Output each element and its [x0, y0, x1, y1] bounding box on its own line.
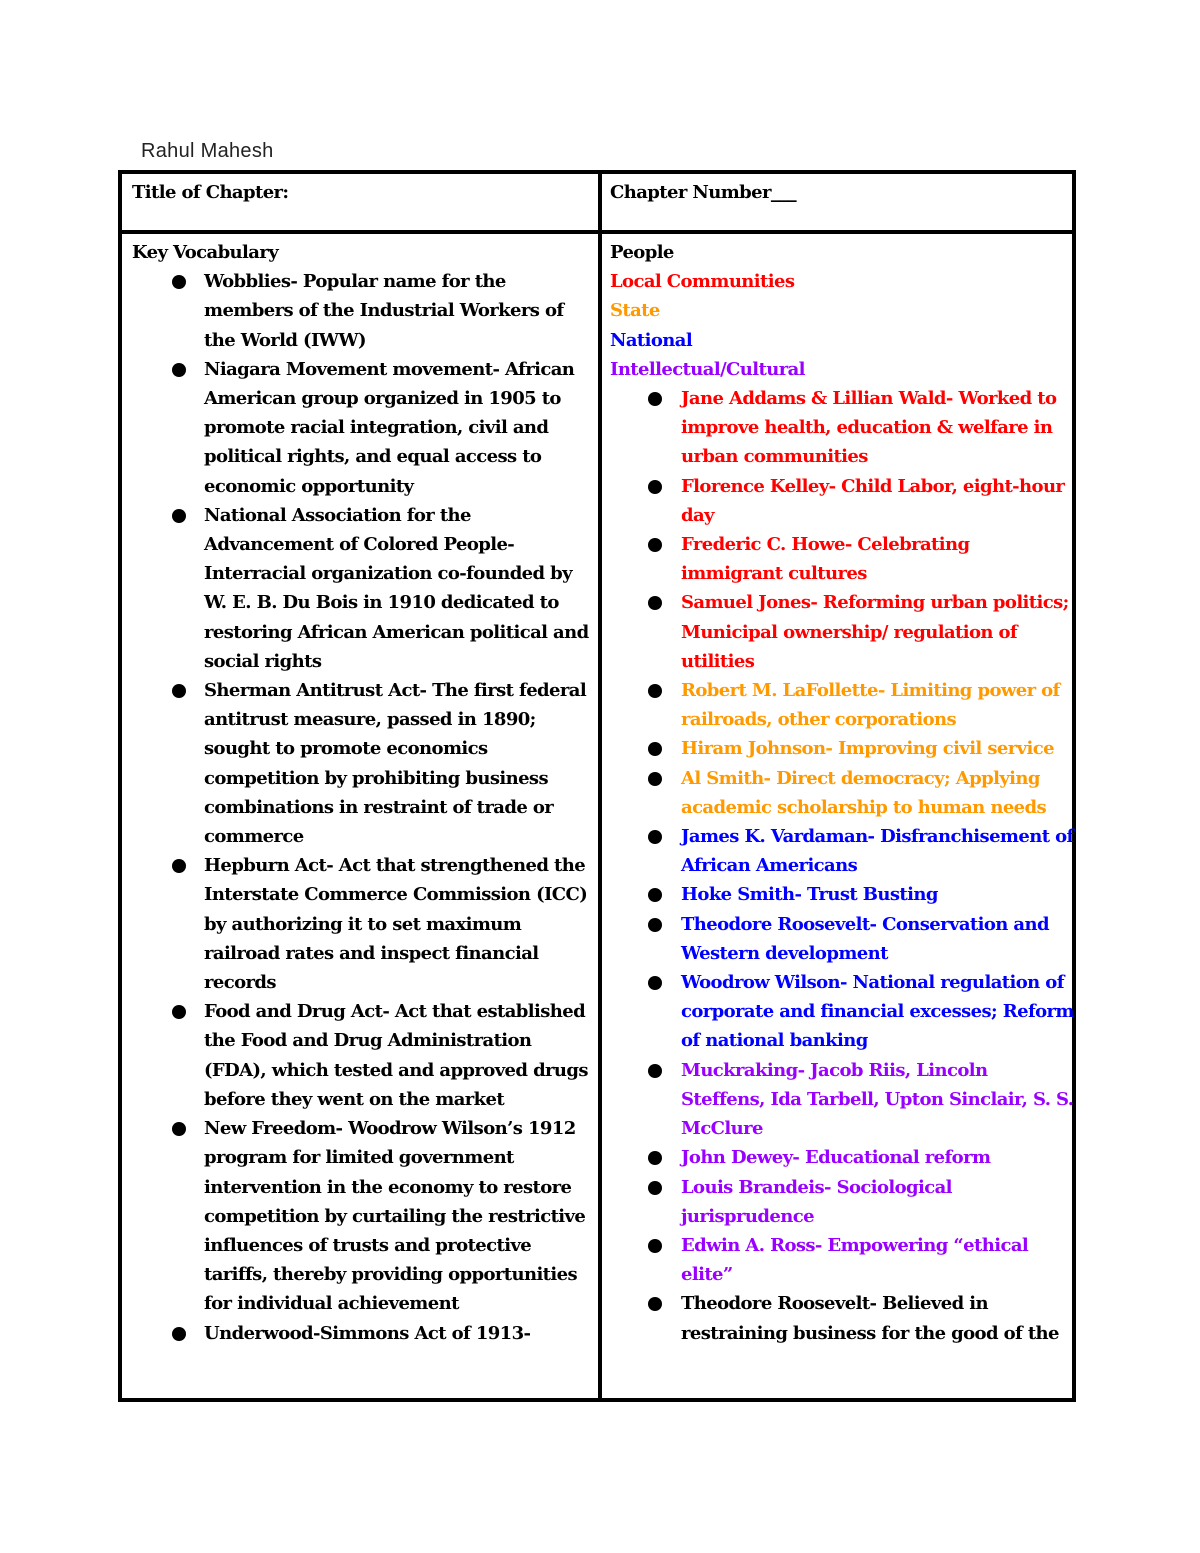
bullet-icon [648, 888, 662, 902]
legend-local-communities: Local Communities [610, 271, 795, 293]
bullet-icon [648, 684, 662, 698]
list-item [132, 676, 592, 851]
bullet-icon [648, 392, 662, 406]
person-entry: Woodrow Wilson- National regulation of corporate and financial excesses; Reform of national banking [681, 972, 1074, 1052]
author-name: Rahul Mahesh [141, 140, 274, 162]
legend-intellectual-cultural: Intellectual/Cultural [610, 358, 805, 380]
person-entry: Robert M. LaFollette- Limiting power of railroads, other corporations [681, 680, 1060, 731]
list-item [132, 501, 592, 676]
person-entry: Muckraking- Jacob Riis, Lincoln Steffens, Ida Tarbell, Upton Sinclair, S. S. McClure [681, 1059, 1074, 1140]
vocabulary-term: Underwood-Simmons Act of 1913- [204, 1322, 531, 1344]
people-column [610, 238, 1074, 1348]
vocabulary-column [132, 238, 592, 1348]
person-entry: Hiram Johnson- Improving civil service [681, 738, 1054, 760]
list-item [132, 1319, 592, 1348]
list-item [610, 968, 1074, 1056]
list-item [610, 764, 1074, 822]
bullet-icon [648, 1181, 662, 1195]
bullet-icon [172, 275, 186, 289]
list-item [610, 472, 1074, 530]
person-entry: Theodore Roosevelt- Conservation and Western development [681, 913, 1049, 964]
bullet-icon [172, 1122, 186, 1136]
list-item [132, 267, 592, 355]
vocabulary-heading: Key Vocabulary [132, 242, 279, 263]
bullet-icon [648, 772, 662, 786]
bullet-icon [172, 1005, 186, 1019]
person-entry: Jane Addams & Lillian Wald- Worked to improve health, education & welfare in urban communities [681, 388, 1057, 468]
vocabulary-term: Hepburn Act- Act that strengthened the Interstate Commerce Commission (ICC) by authorizing it to set maximum railroad rates and inspect financial records [204, 855, 588, 994]
bullet-icon [172, 509, 186, 523]
bullet-icon [648, 1064, 662, 1078]
bullet-icon [648, 1151, 662, 1165]
bullet-icon [648, 830, 662, 844]
people-list [610, 384, 1074, 1348]
list-item [610, 1231, 1074, 1289]
bullet-icon [648, 480, 662, 494]
person-entry: Hoke Smith- Trust Busting [681, 884, 938, 906]
list-item [610, 1056, 1074, 1144]
list-item [132, 1114, 592, 1318]
vocabulary-term: Niagara Movement movement- African American group organized in 1905 to promote racial integration, civil and political rights, and equal access to economic opportunity [204, 358, 575, 497]
bullet-icon [648, 976, 662, 990]
list-item [132, 355, 592, 501]
header-divider [122, 230, 1072, 234]
person-entry: Theodore Roosevelt- Believed in restraining business for the good of the [681, 1293, 1059, 1344]
person-entry: Frederic C. Howe- Celebrating immigrant cultures [681, 534, 970, 585]
person-entry: Edwin A. Ross- Empowering “ethical elite” [681, 1234, 1029, 1286]
bullet-icon [172, 684, 186, 698]
column-divider [598, 174, 602, 1398]
bullet-icon [648, 918, 662, 932]
list-item [610, 910, 1074, 968]
list-item [610, 588, 1074, 676]
chapter-notes-table [118, 170, 1076, 1402]
vocabulary-term: National Association for the Advancement of Colored People- Interracial organization co-founded by W. E. B. Du Bois in 1910 dedicated to restoring African American political and social rights [204, 504, 589, 672]
list-item [610, 1289, 1074, 1347]
bullet-icon [648, 538, 662, 552]
vocabulary-term: Sherman Antitrust Act- The first federal antitrust measure, passed in 1890; sought to promote economics competition by prohibiting business combinations in restraint of trade or commerce [204, 680, 587, 848]
bullet-icon [648, 596, 662, 610]
person-entry: James K. Vardaman- Disfranchisement of African Americans [681, 826, 1074, 877]
list-item [610, 1173, 1074, 1231]
list-item [132, 851, 592, 997]
vocabulary-list [132, 267, 592, 1348]
list-item [610, 880, 1074, 909]
bullet-icon [648, 742, 662, 756]
list-item [610, 1143, 1074, 1172]
legend-state: State [610, 300, 660, 322]
bullet-icon [172, 859, 186, 873]
chapter-title-label: Title of Chapter: [132, 182, 289, 203]
chapter-number-label: Chapter Number___ [610, 182, 797, 203]
list-item [610, 734, 1074, 763]
bullet-icon [172, 363, 186, 377]
person-entry: Florence Kelley- Child Labor, eight-hour day [681, 475, 1065, 526]
list-item [132, 997, 592, 1114]
list-item [610, 676, 1074, 734]
bullet-icon [648, 1239, 662, 1253]
people-heading: People [610, 242, 674, 263]
legend-national: National [610, 329, 693, 351]
bullet-icon [172, 1327, 186, 1341]
person-entry: John Dewey- Educational reform [681, 1147, 991, 1169]
person-entry: Al Smith- Direct democracy; Applying academic scholarship to human needs [681, 767, 1047, 818]
vocabulary-term: Food and Drug Act- Act that established the Food and Drug Administration (FDA), which tested and approved drugs before they went on the market [204, 1001, 588, 1110]
vocabulary-term: Wobblies- Popular name for the members of the Industrial Workers of the World (IWW) [204, 271, 564, 351]
vocabulary-term: New Freedom- Woodrow Wilson’s 1912 program for limited government intervention in the economy to restore competition by curtailing the restrictive influences of trusts and protective tariffs, thereby providing opportunities for individual achievement [204, 1118, 586, 1315]
list-item [610, 384, 1074, 472]
list-item [610, 530, 1074, 588]
person-entry: Louis Brandeis- Sociological jurisprudence [681, 1176, 952, 1227]
list-item [610, 822, 1074, 880]
person-entry: Samuel Jones- Reforming urban politics; Municipal ownership/ regulation of utilities [681, 592, 1069, 672]
bullet-icon [648, 1297, 662, 1311]
